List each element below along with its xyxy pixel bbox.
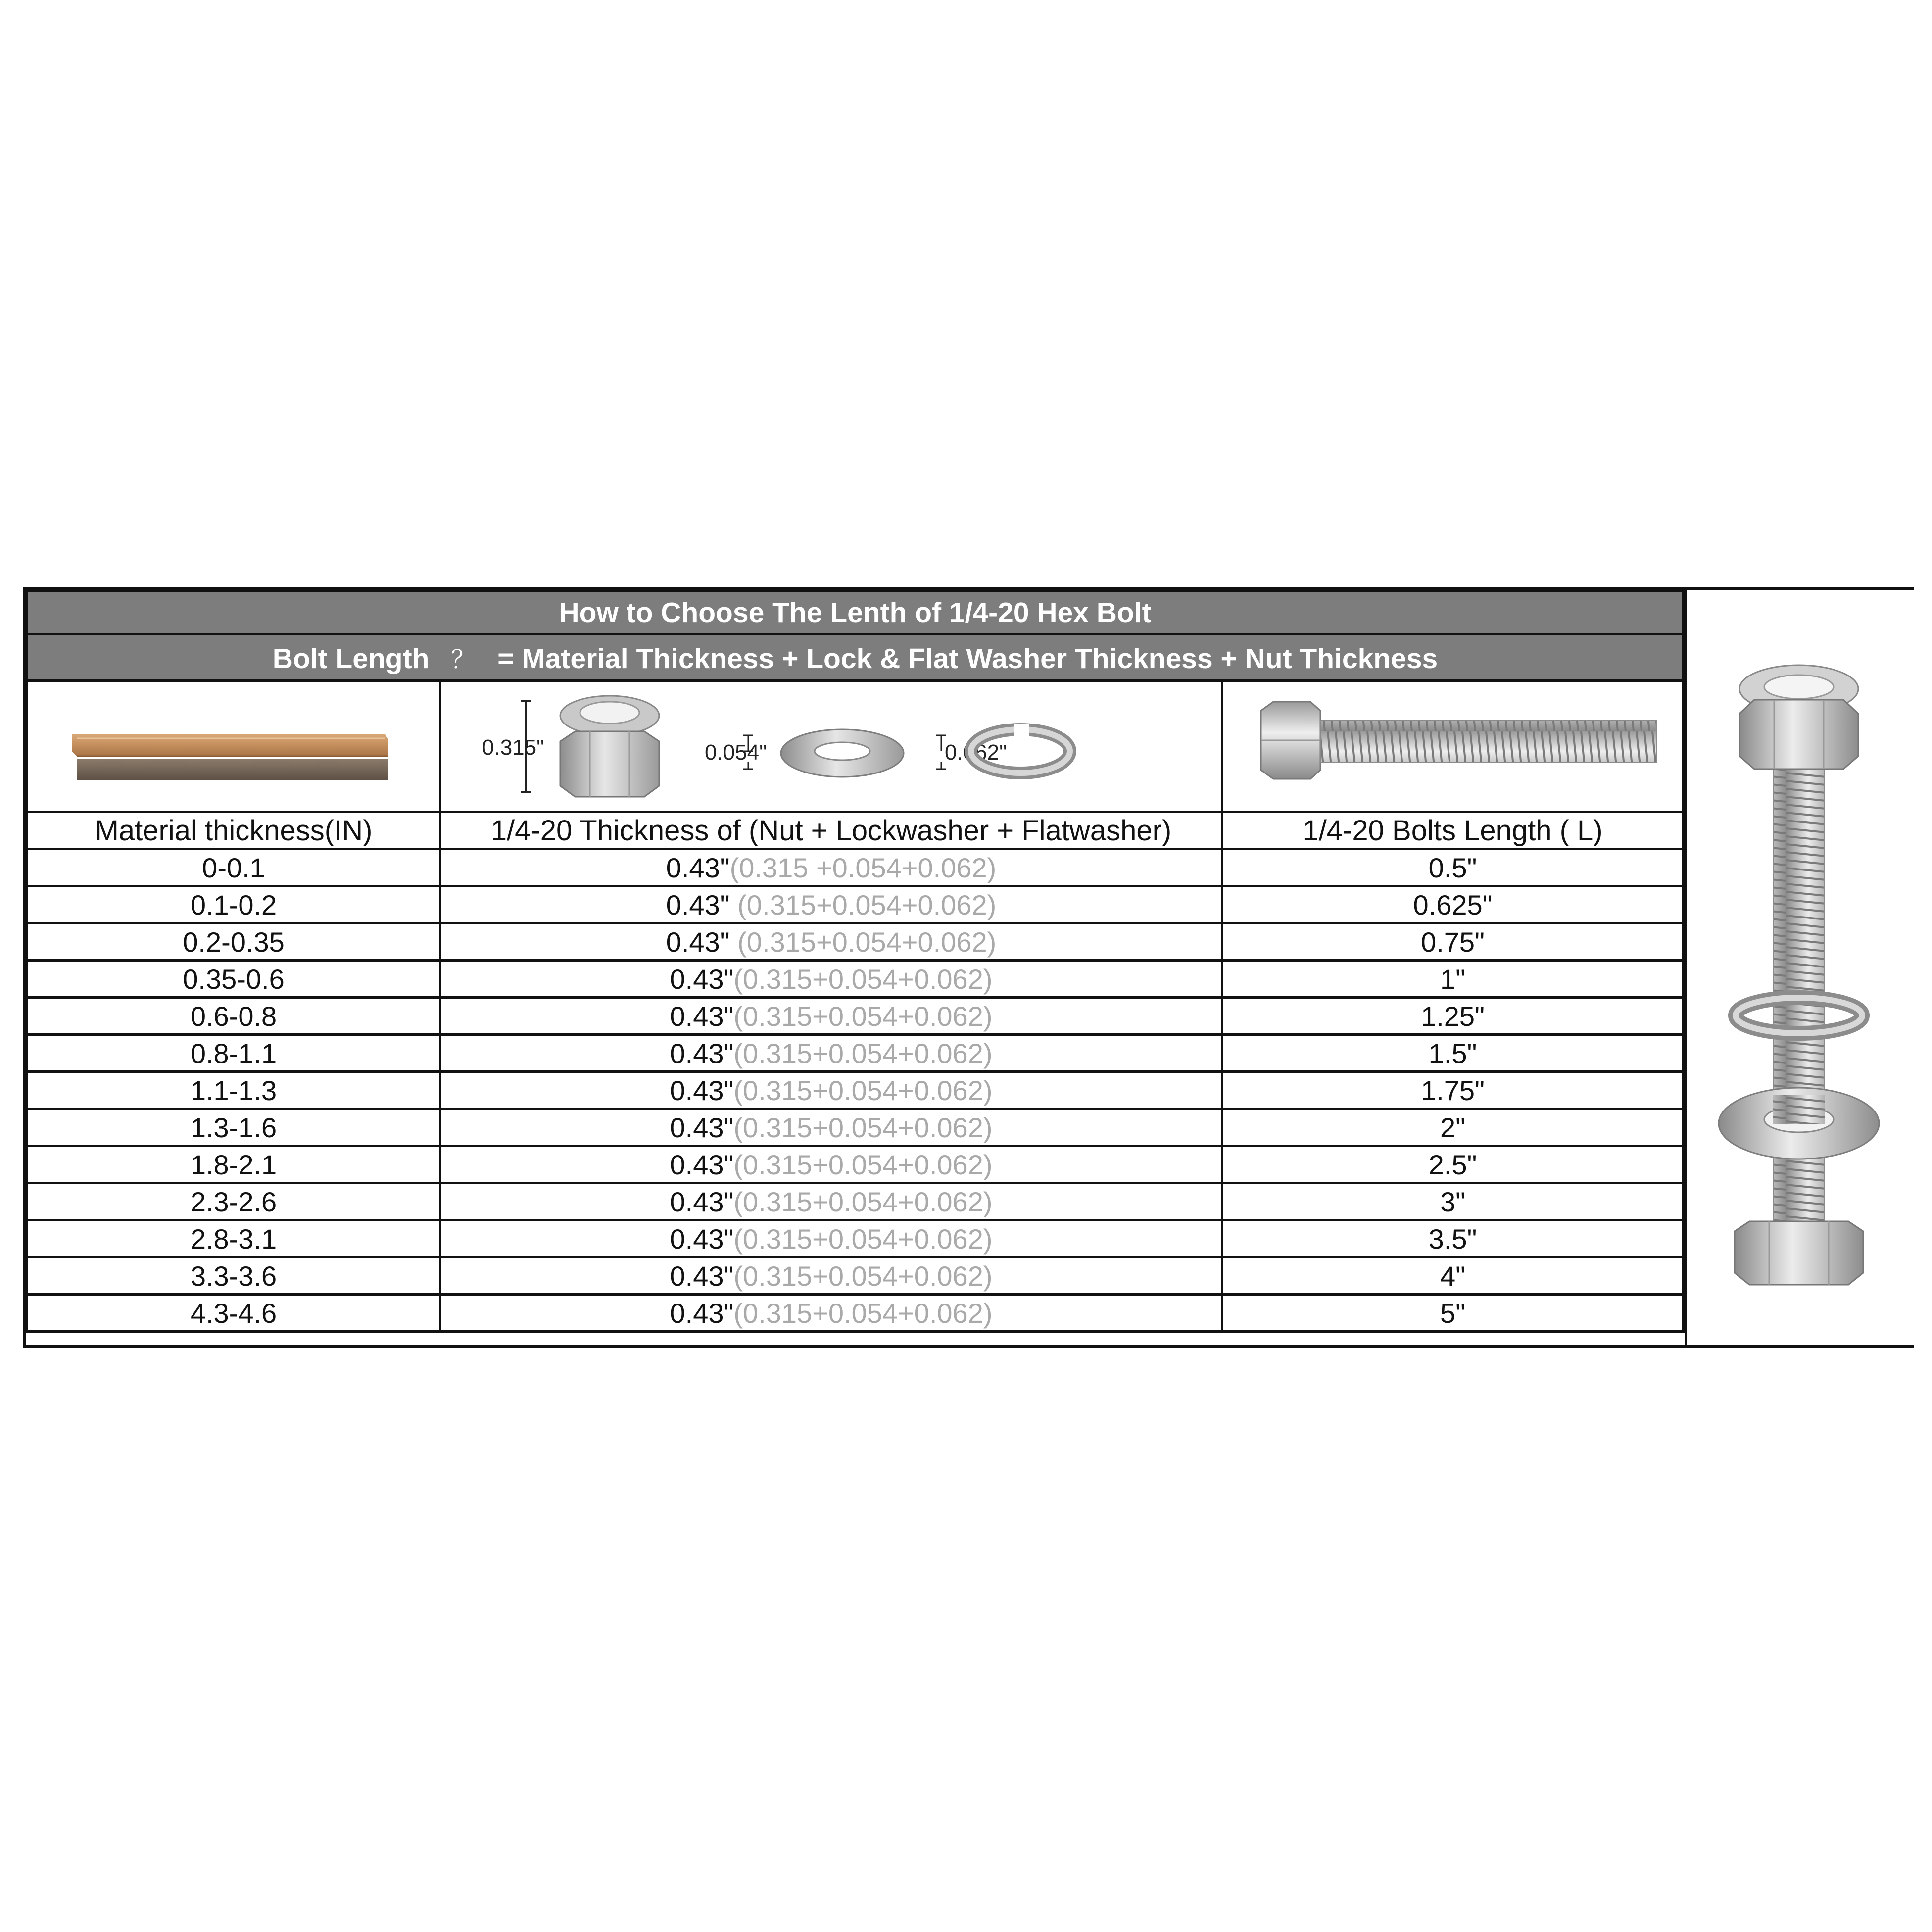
bolt-length-cell: 3": [1222, 1183, 1684, 1220]
column-header-thickness: 1/4-20 Thickness of (Nut + Lockwasher + Flatwasher): [440, 812, 1222, 849]
chart-title: How to Choose The Lenth of 1/4-20 Hex Bolt: [27, 591, 1684, 634]
hardware-total-thickness: 0.43": [666, 889, 730, 920]
material-thickness-cell: 0.35-0.6: [27, 961, 440, 998]
bolt-length-cell: 1": [1222, 961, 1684, 998]
hardware-thickness-cell: [440, 849, 1222, 886]
hardware-thickness-breakdown: (0.315+0.054+0.062): [733, 1074, 993, 1106]
hardware-thickness-breakdown: (0.315+0.054+0.062): [733, 1000, 993, 1032]
hardware-total-thickness: 0.43": [670, 963, 734, 995]
hardware-thickness-breakdown: (0.315+0.054+0.062): [729, 889, 997, 920]
material-thickness-cell: 1.3-1.6: [27, 1109, 440, 1146]
table-row: [27, 1072, 1684, 1109]
formula-rhs: = Material Thickness + Lock & Flat Washer Thickness + Nut Thickness: [497, 642, 1438, 675]
bolt-length-cell: 0.75": [1222, 923, 1684, 961]
hardware-thickness-cell: [440, 1183, 1222, 1220]
hardware-total-thickness: 0.43": [670, 1149, 734, 1180]
hardware-thickness-breakdown: (0.315+0.054+0.062): [733, 1149, 993, 1180]
hardware-thickness-cell: [440, 1109, 1222, 1146]
table-row: [27, 1220, 1684, 1257]
table-row: [27, 998, 1684, 1035]
material-thickness-cell: 1.8-2.1: [27, 1146, 440, 1183]
hardware-thickness-breakdown: (0.315+0.054+0.062): [733, 1223, 993, 1255]
hardware-thickness-breakdown: (0.315+0.054+0.062): [733, 1186, 993, 1217]
hardware-thickness-cell: [440, 923, 1222, 961]
bolt-length-cell: 5": [1222, 1295, 1684, 1332]
assembly-lock-nut-icon: [1739, 665, 1858, 769]
bolt-length-cell: 4": [1222, 1257, 1684, 1295]
bolt-length-cell: 2.5": [1222, 1146, 1684, 1183]
material-thickness-cell: 4.3-4.6: [27, 1295, 440, 1332]
hardware-image: [441, 682, 1218, 808]
assembly-image-panel: [1685, 590, 1914, 1345]
hardware-thickness-cell: [440, 1072, 1222, 1109]
table-row: [27, 1183, 1684, 1220]
hardware-total-thickness: 0.43": [670, 1037, 734, 1069]
hardware-thickness-breakdown: (0.315+0.054+0.062): [733, 1297, 993, 1329]
hardware-thickness-cell: [440, 1220, 1222, 1257]
hardware-total-thickness: 0.43": [666, 852, 730, 883]
column-header-length: 1/4-20 Bolts Length ( L): [1222, 812, 1684, 849]
assembly-flat-washer-icon: [1719, 1088, 1879, 1159]
material-thickness-cell: 2.3-2.6: [27, 1183, 440, 1220]
hardware-total-thickness: 0.43": [670, 1074, 734, 1106]
material-thickness-cell: 0.8-1.1: [27, 1035, 440, 1072]
table-row: [27, 1109, 1684, 1146]
material-thickness-cell: 0.1-0.2: [27, 886, 440, 923]
column-header-material: Material thickness(IN): [27, 812, 440, 849]
bolt-length-table: [26, 590, 1685, 1333]
material-thickness-cell: 0-0.1: [27, 849, 440, 886]
table-row: [27, 1257, 1684, 1295]
hardware-thickness-cell: [440, 1146, 1222, 1183]
hardware-thickness-cell: [440, 1257, 1222, 1295]
hardware-thickness-cell: [440, 961, 1222, 998]
lock-nut-icon: [560, 696, 659, 797]
hardware-thickness-breakdown: (0.315 +0.054+0.062): [729, 852, 997, 883]
lock-washer-dimension: 0.062": [945, 740, 1007, 765]
flat-washer-icon: [781, 729, 904, 777]
material-thickness-cell: 0.6-0.8: [27, 998, 440, 1035]
bolt-length-cell: 0.5": [1222, 849, 1684, 886]
bolt-length-chart: [23, 587, 1914, 1348]
bolt-length-cell: 0.625": [1222, 886, 1684, 923]
bolt-image-cell: [1222, 681, 1684, 812]
hardware-total-thickness: 0.43": [670, 1260, 734, 1292]
formula-lhs: Bolt Length: [272, 642, 430, 675]
material-thickness-cell: 0.2-0.35: [27, 923, 440, 961]
material-thickness-cell: 2.8-3.1: [27, 1220, 440, 1257]
table-row: [27, 1146, 1684, 1183]
hardware-thickness-breakdown: (0.315+0.054+0.062): [729, 926, 997, 958]
wood-planks-image: [30, 682, 438, 808]
table-row: [27, 849, 1684, 886]
hardware-thickness-cell: [440, 998, 1222, 1035]
hardware-thickness-breakdown: (0.315+0.054+0.062): [733, 963, 993, 995]
flat-washer-dimension: 0.054": [705, 740, 767, 765]
bolt-length-cell: 3.5": [1222, 1220, 1684, 1257]
nut-dimension: 0.315": [482, 735, 544, 760]
table-row: [27, 923, 1684, 961]
lock-washer-icon: [971, 724, 1070, 773]
lower-plank: [77, 759, 388, 780]
hardware-total-thickness: 0.43": [670, 1000, 734, 1032]
material-image-cell: [27, 681, 440, 812]
hardware-thickness-cell: [440, 1035, 1222, 1072]
table-row: [27, 961, 1684, 998]
hardware-total-thickness: 0.43": [670, 1223, 734, 1255]
table-row: [27, 1035, 1684, 1072]
hardware-total-thickness: 0.43": [666, 926, 730, 958]
table-row: [27, 1295, 1684, 1332]
hardware-thickness-cell: [440, 886, 1222, 923]
material-thickness-cell: 3.3-3.6: [27, 1257, 440, 1295]
formula-mark: ？: [451, 645, 476, 674]
material-thickness-cell: 1.1-1.3: [27, 1072, 440, 1109]
hardware-thickness-cell: [440, 1295, 1222, 1332]
bolt-assembly-image: [1687, 590, 1914, 1345]
table-row: [27, 886, 1684, 923]
bolt-length-cell: 1.5": [1222, 1035, 1684, 1072]
hardware-image-cell: [440, 681, 1222, 812]
assembly-bolt-head-icon: [1735, 1221, 1863, 1285]
hardware-total-thickness: 0.43": [670, 1186, 734, 1217]
hardware-total-thickness: 0.43": [670, 1111, 734, 1143]
hardware-thickness-breakdown: (0.315+0.054+0.062): [733, 1111, 993, 1143]
bolt-length-cell: 2": [1222, 1109, 1684, 1146]
hardware-thickness-breakdown: (0.315+0.054+0.062): [733, 1260, 993, 1292]
hex-bolt-image: [1224, 682, 1682, 808]
hardware-total-thickness: 0.43": [670, 1297, 734, 1329]
bolt-length-cell: 1.75": [1222, 1072, 1684, 1109]
hardware-thickness-breakdown: (0.315+0.054+0.062): [733, 1037, 993, 1069]
formula-row: [27, 634, 1684, 681]
bolt-length-cell: 1.25": [1222, 998, 1684, 1035]
